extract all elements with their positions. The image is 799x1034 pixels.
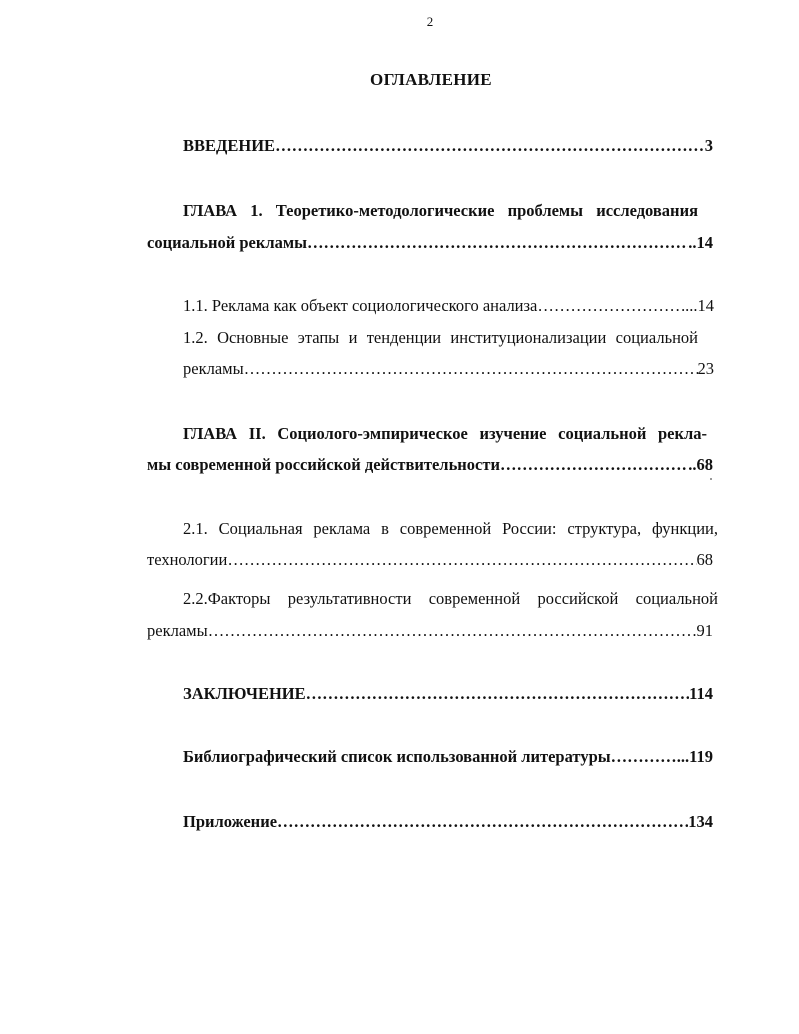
toc-entry-chapter2-title: мы современной российской действительности <box>147 455 500 474</box>
dot-leader <box>227 549 696 571</box>
toc-entry-chapter1-page: ..14 <box>688 233 713 252</box>
toc-entry-section-2-1-title: технологии <box>147 550 228 569</box>
toc-entry-chapter2-line1: ГЛАВА II. Социолого-эмпирическое изучение социальной рекла- <box>183 424 707 443</box>
toc-entry-conclusion-title: ЗАКЛЮЧЕНИЕ <box>183 684 306 703</box>
toc-entry-chapter1-title: социальной рекламы <box>147 233 307 252</box>
toc-entry-bibliography-title: Библиографический список использованной литературы <box>183 747 611 766</box>
toc-entry-section-1-2-page: 23 <box>697 359 714 378</box>
dot-leader <box>537 295 685 317</box>
toc-entry-appendix-title: Приложение <box>183 812 278 831</box>
toc-entry-appendix <box>183 811 713 833</box>
toc-entry-section-1-1-title: 1.1. Реклама как объект социологического анализа <box>183 296 538 315</box>
toc-entry-appendix-page: 134 <box>688 812 713 831</box>
toc-entry-chapter1-line1: ГЛАВА 1. Теоретико-методологические проблемы исследования <box>183 201 698 220</box>
toc-entry-chapter2 <box>147 454 713 476</box>
toc-entry-bibliography-page: ...119 <box>676 747 713 766</box>
toc-entry-section-1-2 <box>183 358 714 380</box>
page-number: 2 <box>426 14 434 29</box>
toc-entry-chapter2-page: ..68 <box>688 455 713 474</box>
toc-entry-section-1-1 <box>183 295 714 317</box>
toc-entry-intro-page: 3 <box>704 136 713 155</box>
toc-entry-intro <box>183 135 713 157</box>
toc-entry-section-2-1-page: 68 <box>696 550 713 569</box>
scan-speck <box>710 478 712 480</box>
toc-entry-section-1-1-page: ...14 <box>685 296 714 315</box>
dot-leader <box>208 620 697 642</box>
dot-leader <box>277 811 688 833</box>
toc-entry-section-2-2 <box>147 620 713 642</box>
toc-entry-section-2-1-line1: 2.1. Социальная реклама в современной России: структура, функции, <box>183 519 718 538</box>
dot-leader <box>306 683 690 705</box>
toc-entry-conclusion-page: 114 <box>689 684 713 703</box>
toc-title: ОГЛАВЛЕНИЕ <box>370 70 492 89</box>
dot-leader <box>244 358 698 380</box>
toc-entry-section-2-1 <box>147 549 713 571</box>
toc-entry-chapter1 <box>147 232 713 254</box>
toc-entry-section-1-2-line1: 1.2. Основные этапы и тенденции институционализации социальной <box>183 328 698 347</box>
toc-entry-bibliography <box>183 746 713 768</box>
toc-entry-conclusion <box>183 683 713 705</box>
dot-leader <box>611 746 677 768</box>
toc-entry-intro-title: ВВЕДЕНИЕ <box>183 136 276 155</box>
toc-entry-section-1-2-title: рекламы <box>183 359 244 378</box>
dot-leader <box>307 232 688 254</box>
toc-entry-section-2-2-title: рекламы <box>147 621 208 640</box>
dot-leader <box>275 135 705 157</box>
toc-entry-section-2-2-page: 91 <box>696 621 713 640</box>
toc-entry-section-2-2-line1: 2.2.Факторы результативности современной российской социальной <box>183 589 718 608</box>
dot-leader <box>500 454 688 476</box>
